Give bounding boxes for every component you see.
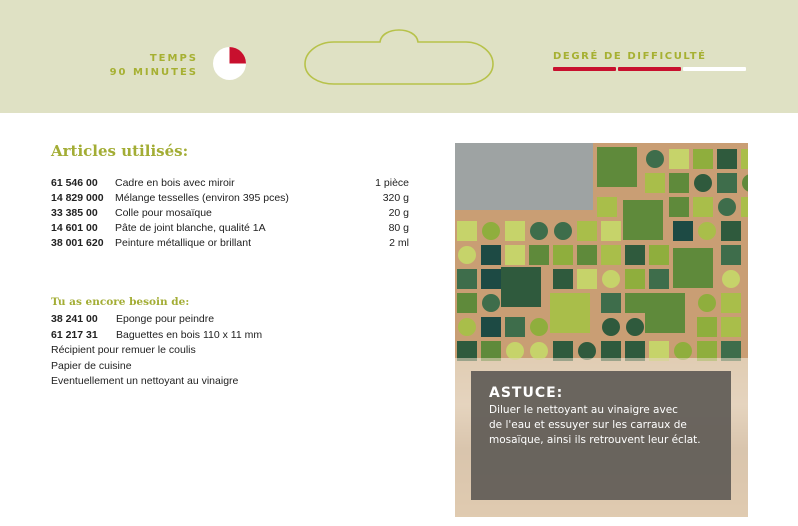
tile [721,317,741,337]
tile [553,245,573,265]
tile [741,149,748,169]
materials-title: Articles utilisés: [51,142,189,160]
tile [625,245,645,265]
material-row [51,191,409,206]
tile [646,150,664,168]
tile [482,294,500,312]
tile [506,342,524,360]
tile [577,245,597,265]
tile [481,317,501,337]
material-description: Cadre en bois avec miroir [115,177,235,189]
difficulty-bar [618,67,681,71]
materials-list [51,176,409,251]
tip-box [471,371,731,500]
material-description: Pâte de joint blanche, qualité 1A [115,222,266,234]
tile [625,293,645,313]
extra-code: 38 241 00 [51,313,98,325]
tile [601,221,621,241]
tile [577,221,597,241]
extra-row [51,359,262,375]
extras-title: Tu as encore besoin de: [51,296,190,308]
tile [505,317,525,337]
tile [741,197,748,217]
material-qty: 80 g [388,222,409,234]
difficulty-bar [553,67,616,71]
tile [457,293,477,313]
extra-row [51,374,262,390]
extra-description: Eventuellement un nettoyant au vinaigre [51,375,239,387]
tile [530,318,548,336]
tip-title: ASTUCE: [489,385,564,401]
tile [529,245,549,265]
tip-line: de l'eau et essuyer sur les carraux de [489,419,687,431]
extra-row [51,343,262,359]
difficulty-label: DEGRÉ DE DIFFICULTÉ [553,51,707,62]
tile [601,293,621,313]
tile [669,197,689,217]
material-qty: 1 pièce [375,177,409,189]
tile [505,245,525,265]
material-row [51,236,409,251]
tile [550,293,590,333]
tile [645,293,685,333]
material-row [51,206,409,221]
tile [718,198,736,216]
tile [698,294,716,312]
material-description: Peinture métallique or brillant [115,237,251,249]
extra-description: Eponge pour peindre [116,313,215,325]
tile [578,342,596,360]
extra-description: Récipient pour remuer le coulis [51,344,196,356]
tile [673,221,693,241]
tile [669,149,689,169]
tile [694,174,712,192]
header-band [0,0,798,113]
tile [649,245,669,265]
material-row [51,221,409,236]
tile [697,317,717,337]
tile [698,222,716,240]
difficulty-meter [553,67,746,71]
tile [717,173,737,193]
tile [530,222,548,240]
tile [721,293,741,313]
tile [501,267,541,307]
tile [626,318,644,336]
time-label: TEMPS [149,53,198,64]
tile [669,173,689,193]
tile [481,269,501,289]
tile [645,173,665,193]
tile [577,269,597,289]
time-block [110,52,198,80]
tile [554,222,572,240]
tile [602,270,620,288]
tile [457,269,477,289]
tile [693,197,713,217]
material-qty: 2 ml [389,237,409,249]
extra-row [51,328,262,344]
material-code: 14 829 000 [51,192,104,204]
tile [649,269,669,289]
extra-code: 61 217 31 [51,328,98,341]
extras-list [51,312,262,390]
material-code: 33 385 00 [51,207,98,219]
tile [458,318,476,336]
tile [553,269,573,289]
tile [717,149,737,169]
tip-text [489,403,713,448]
tile [602,318,620,336]
tile [721,245,741,265]
tile [722,270,740,288]
tile [673,248,713,288]
extra-description: Papier de cuisine [51,359,132,372]
tile [597,147,637,187]
clock-icon [213,47,246,80]
tile [625,269,645,289]
material-code: 38 001 620 [51,237,104,249]
tile [597,197,617,217]
tile [674,342,692,360]
tile [601,245,621,265]
tile [482,222,500,240]
tip-line: Diluer le nettoyant au vinaigre avec [489,404,678,416]
tile [721,221,741,241]
tile [457,221,477,241]
extra-description: Baguettes en bois 110 x 11 mm [116,328,263,341]
material-code: 14 601 00 [51,222,98,234]
extra-row [51,312,262,328]
time-value: 90 MINUTES [109,67,198,78]
material-description: Mélange tesselles (environ 395 pces) [115,192,289,204]
material-row [51,176,409,191]
material-qty: 20 g [388,207,409,219]
tile [481,245,501,265]
tile [693,149,713,169]
tip-line: mosaïque, ainsi ils retrouvent leur éclat. [489,434,701,446]
tile [530,342,548,360]
material-description: Colle pour mosaïque [115,207,212,219]
difficulty-bar [683,67,746,71]
title-badge [304,24,494,86]
tile [505,221,525,241]
material-code: 61 546 00 [51,177,98,189]
tile [458,246,476,264]
material-qty: 320 g [382,192,409,204]
tile [623,200,663,240]
